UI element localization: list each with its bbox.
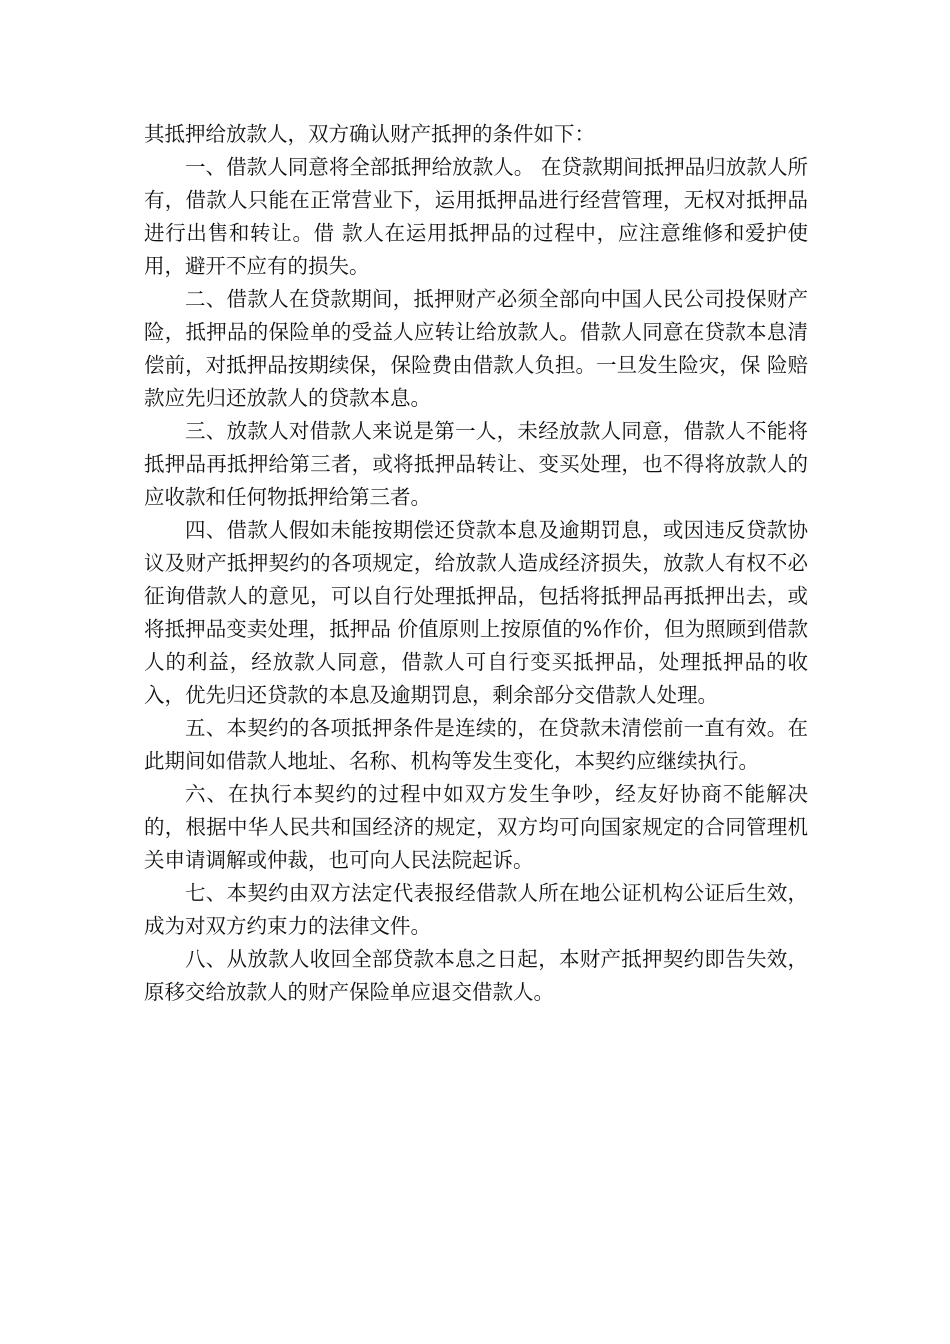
paragraph-clause-8: 八、从放款人收回全部贷款本息之日起，本财产抵押契约即告失效，原移交给放款人的财产保险单应退交借款人。 xyxy=(144,947,808,1004)
paragraph-clause-6: 六、在执行本契约的过程中如双方发生争吵，经友好协商不能解决的，根据中华人民共和国经济的规定，双方均可向国家规定的合同管理机关申请调解或仲裁，也可向人民法院起诉。 xyxy=(144,782,808,872)
paragraph-clause-1: 一、借款人同意将全部抵押给放款人。 在贷款期间抵押品归放款人所有，借款人只能在正常营业下，运用抵押品进行经营管理，无权对抵押品进行出售和转让。借 款人在运用抵押品的过程中，应注意维修和爱护使用，避开不应有的损失。 xyxy=(144,155,808,278)
document-body xyxy=(144,118,808,1009)
paragraph-clause-5: 五、本契约的各项抵押条件是连续的，在贷款未清偿前一直有效。在此期间如借款人地址、名称、机构等发生变化，本契约应继续执行。 xyxy=(144,716,808,773)
paragraph-clause-3: 三、放款人对借款人来说是第一人，未经放款人同意，借款人不能将抵押品再抵押给第三者，或将抵押品转让、变买处理，也不得将放款人的应收款和任何物抵押给第三者。 xyxy=(144,419,808,509)
paragraph-intro: 其抵押给放款人，双方确认财产抵押的条件如下： xyxy=(144,122,595,146)
paragraph-clause-4: 四、借款人假如未能按期偿还贷款本息及逾期罚息，或因违反贷款协议及财产抵押契约的各项规定，给放款人造成经济损失，放款人有权不必征询借款人的意见，可以自行处理抵押品，包括将抵押品再抵押出去，或将抵押品变卖处理，抵押品 价值原则上按原值的%作价，但为照顾到借款人的利益，经放款人同意，借款人可自行变买抵押品，处理抵押品的收入，优先归还贷款的本息及逾期罚息，剩余部分交借款人处理。 xyxy=(144,518,808,707)
paragraph-clause-2: 二、借款人在贷款期间，抵押财产必须全部向中国人民公司投保财产险，抵押品的保险单的受益人应转让给放款人。借款人同意在贷款本息清偿前，对抵押品按期续保，保险费由借款人负担。一旦发生险灾，保 险赔款应先归还放款人的贷款本息。 xyxy=(144,287,808,410)
paragraph-clause-7: 七、本契约由双方法定代表报经借款人所在地公证机构公证后生效，成为对双方约束力的法律文件。 xyxy=(144,881,808,938)
